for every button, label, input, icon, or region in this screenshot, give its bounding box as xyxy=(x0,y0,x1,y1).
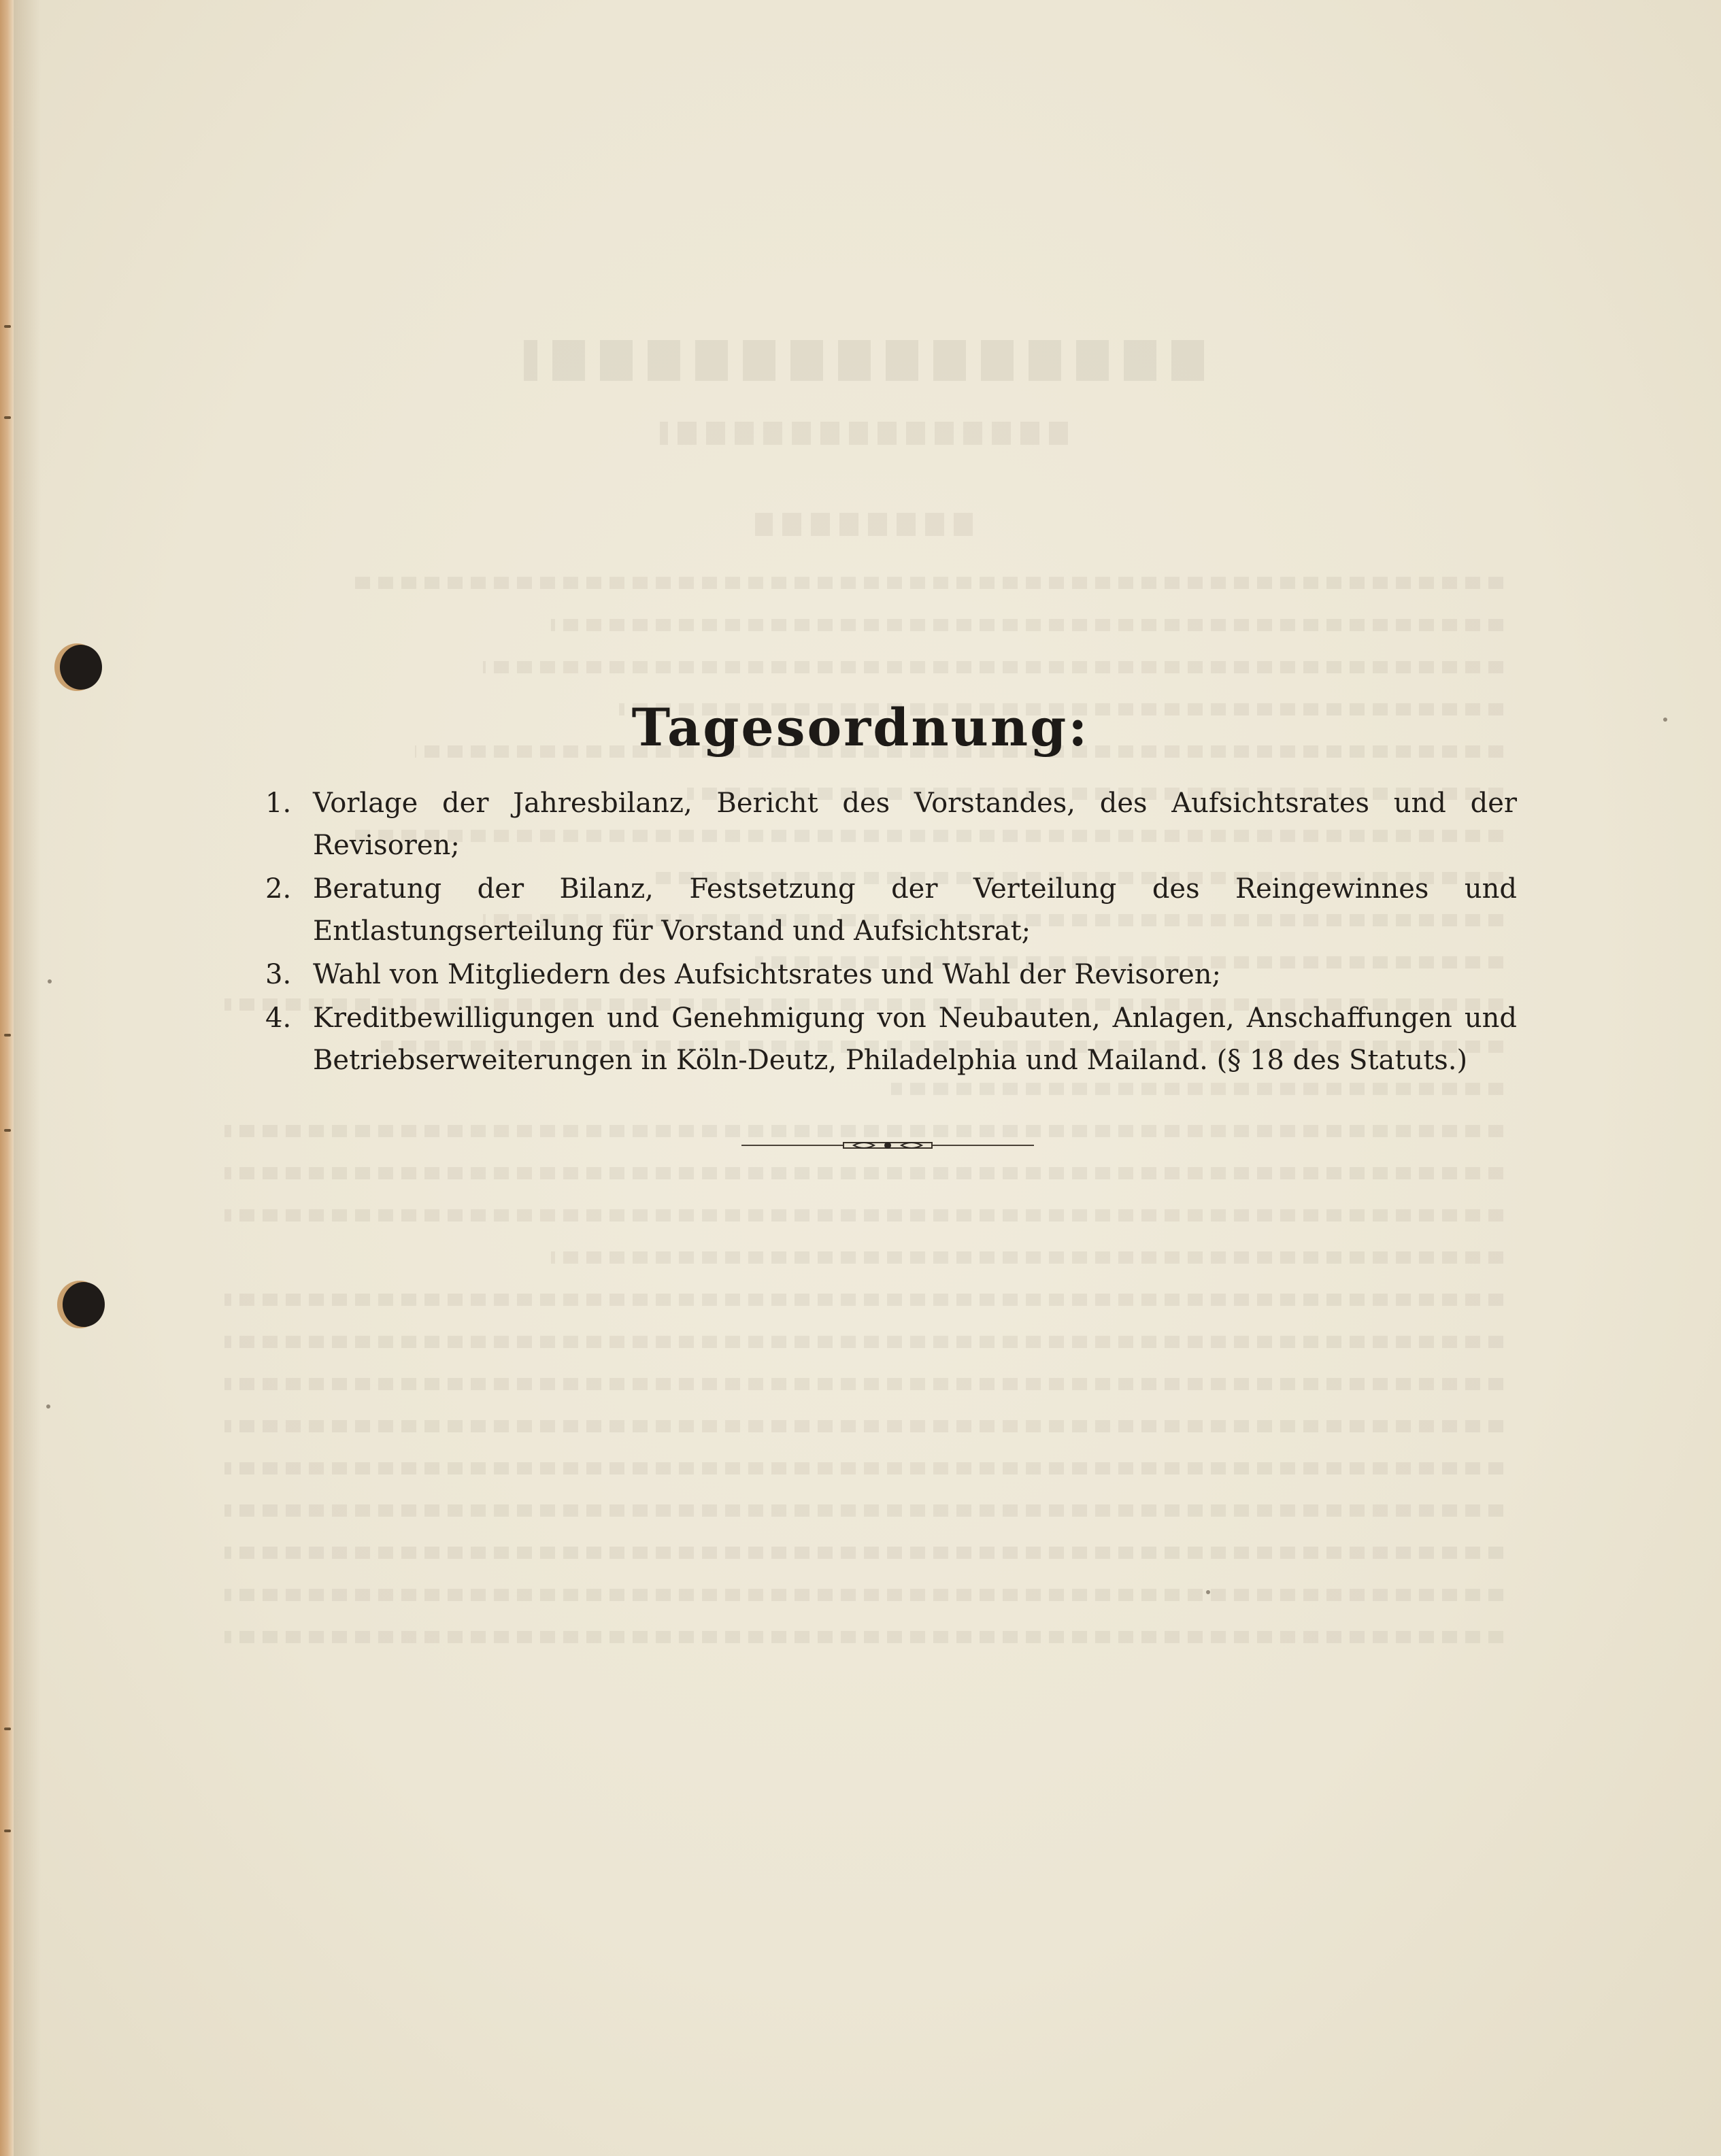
agenda-item-text: Beratung der Bilanz, Festsetzung der Verteilung des Reingewinnes und Entlastungserteilung für Vorstand und Aufsichtsrat; xyxy=(313,873,1517,947)
punch-hole-icon xyxy=(60,645,102,690)
stitch-mark xyxy=(4,1034,11,1037)
agenda-item-number: 1. xyxy=(265,788,292,819)
agenda-item-number: 2. xyxy=(265,873,292,905)
agenda-item-text: Wahl von Mitgliedern des Aufsichtsrates und Wahl der Revisoren; xyxy=(313,959,1222,990)
agenda-item xyxy=(265,997,1517,1081)
binding-shadow xyxy=(14,0,41,2156)
paper-speck xyxy=(46,1404,50,1409)
agenda-item xyxy=(265,868,1517,952)
stitch-mark xyxy=(4,1129,11,1132)
agenda-heading: Tagesordnung: xyxy=(631,697,1090,758)
binding-strip xyxy=(0,0,14,2156)
stitch-mark xyxy=(4,1728,11,1730)
agenda-item-number: 3. xyxy=(265,959,292,990)
bleed-through-texture xyxy=(224,340,1503,1904)
agenda-list xyxy=(265,782,1517,1083)
stitch-mark xyxy=(4,416,11,419)
agenda-item-text: Kreditbewilligungen und Genehmigung von Neubauten, Anlagen, Anschaffungen und Betriebserweiterungen in Köln-Deutz, Philadelphia und Mailand. (§ 18 des Statuts.) xyxy=(313,1003,1517,1076)
agenda-item-number: 4. xyxy=(265,1003,292,1034)
agenda-item-text: Vorlage der Jahresbilanz, Bericht des Vorstandes, des Aufsichtsrates und der Revisoren; xyxy=(313,788,1517,861)
stitch-mark xyxy=(4,325,11,328)
decorative-divider-icon xyxy=(741,1137,1034,1153)
agenda-item xyxy=(265,954,1517,996)
paper-speck xyxy=(48,979,52,983)
stitch-mark xyxy=(4,1830,11,1832)
paper-speck xyxy=(1206,1590,1210,1594)
paper-speck xyxy=(1663,718,1667,722)
agenda-item xyxy=(265,782,1517,866)
punch-hole-icon xyxy=(63,1282,105,1327)
